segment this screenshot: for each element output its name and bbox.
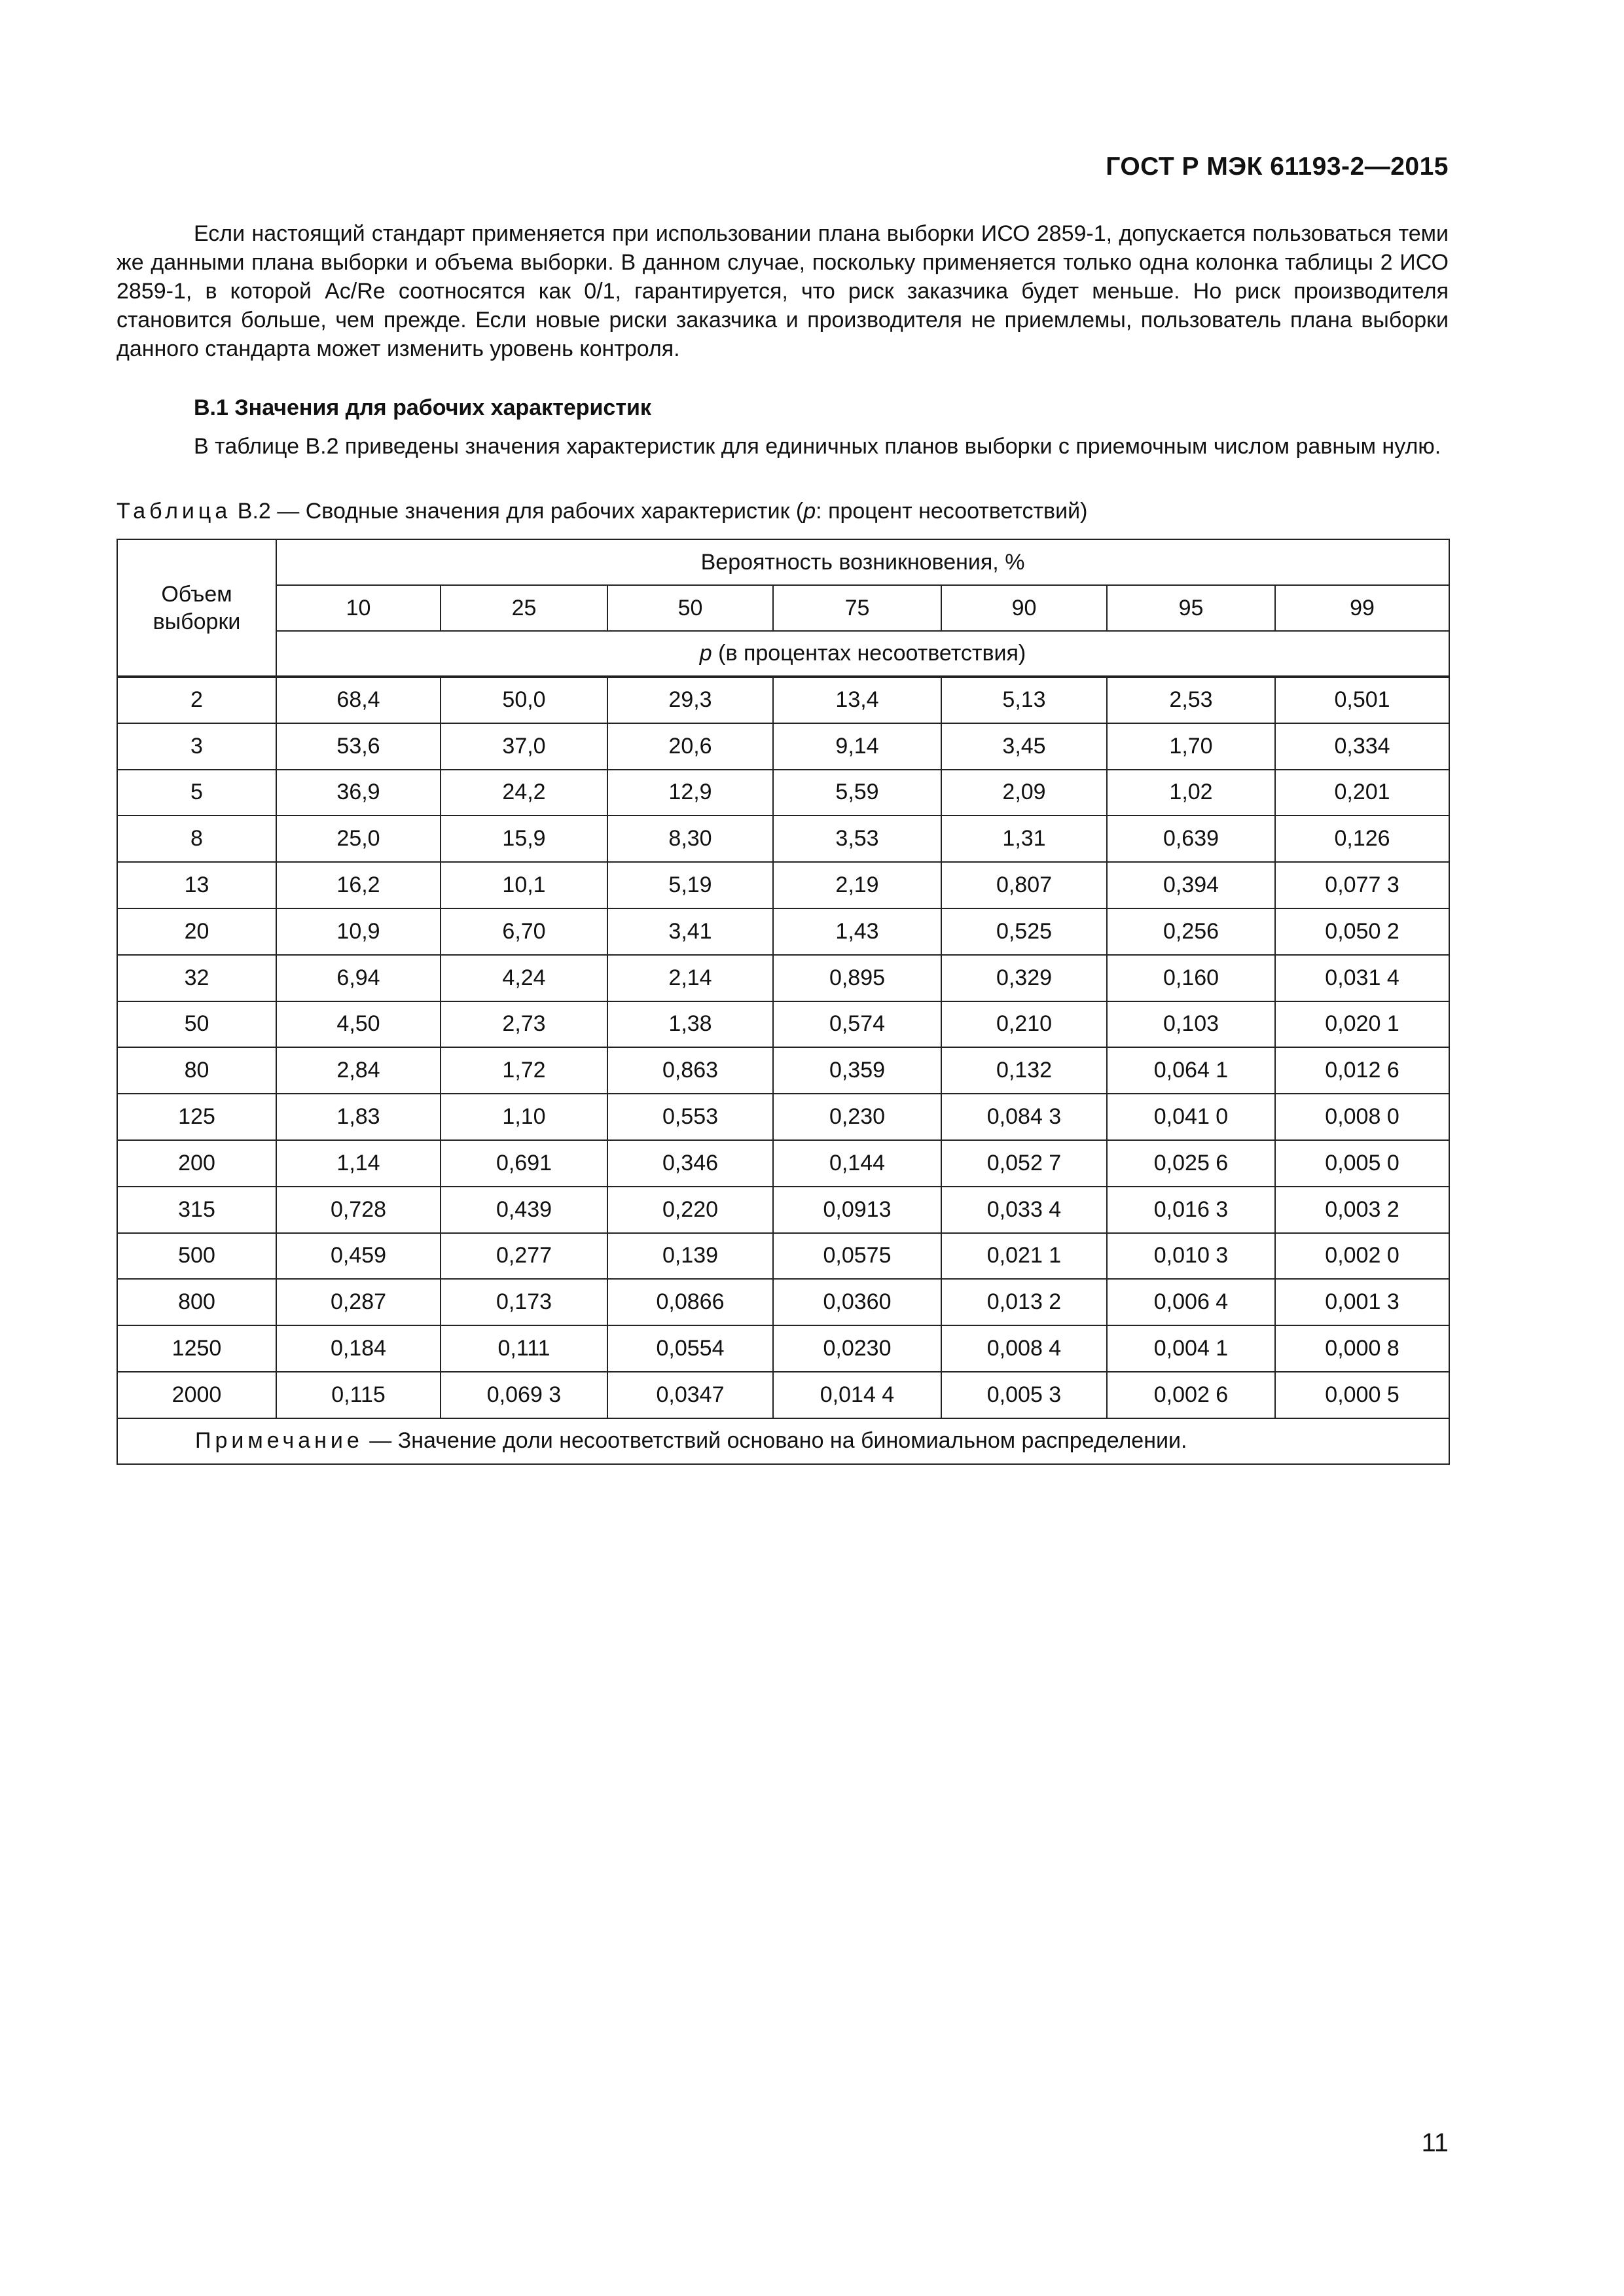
table-cell: 6,70: [441, 908, 607, 955]
table-cell: 20,6: [607, 723, 773, 770]
document-id-header: ГОСТ Р МЭК 61193-2—2015: [1106, 152, 1449, 181]
table-cell: 0,005 3: [941, 1372, 1107, 1418]
table-cell: 0,004 1: [1107, 1325, 1275, 1372]
table-row: [117, 955, 1449, 1001]
table-cell: 0,041 0: [1107, 1094, 1275, 1140]
table-cell: 0,144: [773, 1140, 941, 1187]
table-cell: 0,895: [773, 955, 941, 1001]
table-cell: 0,0347: [607, 1372, 773, 1418]
table-cell: 0,220: [607, 1187, 773, 1233]
table-cell: 29,3: [607, 677, 773, 723]
table-cell: 0,006 4: [1107, 1279, 1275, 1325]
sample-size-cell: 800: [117, 1279, 276, 1325]
table-cell: 0,0913: [773, 1187, 941, 1233]
table-caption-number: В.2: [237, 499, 271, 524]
table-cell: 0,000 5: [1275, 1372, 1449, 1418]
table-cell: 0,201: [1275, 770, 1449, 816]
table-cell: 4,50: [276, 1001, 441, 1048]
table-cell: 0,005 0: [1275, 1140, 1449, 1187]
table-caption-text-before: — Сводные значения для рабочих характеристик (: [277, 499, 804, 524]
table-cell: 0,0554: [607, 1325, 773, 1372]
table-caption-label: Таблица: [117, 499, 232, 524]
table-cell: 10,1: [441, 862, 607, 908]
table-row: [117, 1047, 1449, 1094]
table-cell: 2,84: [276, 1047, 441, 1094]
table-cell: 0,863: [607, 1047, 773, 1094]
table-row: [117, 723, 1449, 770]
probability-header-cell: 95: [1107, 585, 1275, 631]
table-row: [117, 862, 1449, 908]
table-cell: 0,184: [276, 1325, 441, 1372]
table-cell: 36,9: [276, 770, 441, 816]
probability-header-cell: 99: [1275, 585, 1449, 631]
table-cell: 0,0360: [773, 1279, 941, 1325]
table-cell: 10,9: [276, 908, 441, 955]
table-cell: 0,002 6: [1107, 1372, 1275, 1418]
table-row: [117, 908, 1449, 955]
table-cell: 0,013 2: [941, 1279, 1107, 1325]
probability-header-cell: 75: [773, 585, 941, 631]
table-cell: 6,94: [276, 955, 441, 1001]
oc-summary-table: [117, 539, 1450, 1465]
table-cell: 68,4: [276, 677, 441, 723]
table-cell: 0,132: [941, 1047, 1107, 1094]
table-header-row-1: [117, 539, 1449, 585]
table-row: [117, 1140, 1449, 1187]
section-heading: В.1 Значения для рабочих характеристик: [194, 395, 651, 420]
table-body: [117, 677, 1449, 1418]
table-cell: 2,14: [607, 955, 773, 1001]
table-cell: 0,807: [941, 862, 1107, 908]
table-cell: 3,41: [607, 908, 773, 955]
table-cell: 0,277: [441, 1233, 607, 1280]
sample-size-cell: 8: [117, 816, 276, 862]
table-cell: 1,43: [773, 908, 941, 955]
table-row: [117, 770, 1449, 816]
sample-size-cell: 315: [117, 1187, 276, 1233]
table-header-row-2: [117, 585, 1449, 631]
table-cell: 5,59: [773, 770, 941, 816]
table-cell: 4,24: [441, 955, 607, 1001]
table-cell: 0,111: [441, 1325, 607, 1372]
table-row: [117, 1233, 1449, 1280]
table-cell: 0,728: [276, 1187, 441, 1233]
table-cell: 0,160: [1107, 955, 1275, 1001]
table-cell: 13,4: [773, 677, 941, 723]
sample-size-cell: 20: [117, 908, 276, 955]
sample-size-cell: 500: [117, 1233, 276, 1280]
table-cell: 1,02: [1107, 770, 1275, 816]
table-cell: 0,139: [607, 1233, 773, 1280]
sample-size-cell: 5: [117, 770, 276, 816]
table-cell: 2,53: [1107, 677, 1275, 723]
table-row: [117, 1325, 1449, 1372]
table-row: [117, 1001, 1449, 1048]
table-row: [117, 1094, 1449, 1140]
table-cell: 0,115: [276, 1372, 441, 1418]
table-cell: 3,53: [773, 816, 941, 862]
table-cell: 0,639: [1107, 816, 1275, 862]
table-cell: 0,0230: [773, 1325, 941, 1372]
table-cell: 0,459: [276, 1233, 441, 1280]
table-row: [117, 816, 1449, 862]
table-cell: 0,691: [441, 1140, 607, 1187]
intro-paragraph: Если настоящий стандарт применяется при использовании плана выборки ИСО 2859-1, допускается пользоваться теми же данными плана выборки и объема выборки. В данном случае, поскольку применяется только одна колонка таблицы 2 ИСО 2859-1, в которой Ac/Re соотносятся как 0/1, гарантируется, что риск заказчика будет меньше. Но риск производителя становится больше, чем прежде. Если новые риски заказчика и производителя не приемлемы, пользователь плана выборки данного стандарта может изменить уровень контроля.: [117, 221, 1449, 361]
table-cell: 2,73: [441, 1001, 607, 1048]
table-cell: 50,0: [441, 677, 607, 723]
table-cell: 1,14: [276, 1140, 441, 1187]
sample-size-cell: 2000: [117, 1372, 276, 1418]
unit-header-text: (в процентах несоответствия): [712, 641, 1026, 666]
table-cell: 0,050 2: [1275, 908, 1449, 955]
table-cell: 16,2: [276, 862, 441, 908]
table-cell: 0,553: [607, 1094, 773, 1140]
table-cell: 1,72: [441, 1047, 607, 1094]
sample-size-cell: 3: [117, 723, 276, 770]
table-cell: 25,0: [276, 816, 441, 862]
table-cell: 0,0575: [773, 1233, 941, 1280]
probability-header-cell: 25: [441, 585, 607, 631]
unit-header: [276, 631, 1449, 677]
table-cell: 0,439: [441, 1187, 607, 1233]
table-cell: 0,329: [941, 955, 1107, 1001]
table-cell: 0,077 3: [1275, 862, 1449, 908]
table-caption-text-after: : процент несоответствий): [816, 499, 1088, 524]
table-cell: 0,012 6: [1275, 1047, 1449, 1094]
table-cell: 0,064 1: [1107, 1047, 1275, 1094]
table-cell: 0,001 3: [1275, 1279, 1449, 1325]
table-cell: 5,19: [607, 862, 773, 908]
table-cell: 0,003 2: [1275, 1187, 1449, 1233]
table-cell: 0,103: [1107, 1001, 1275, 1048]
table-cell: 2,09: [941, 770, 1107, 816]
table-cell: 0,031 4: [1275, 955, 1449, 1001]
table-cell: 0,025 6: [1107, 1140, 1275, 1187]
sample-size-header: Объем выборки: [117, 539, 276, 677]
probability-header-cell: 90: [941, 585, 1107, 631]
table-cell: 0,069 3: [441, 1372, 607, 1418]
table-cell: 0,016 3: [1107, 1187, 1275, 1233]
table-cell: 37,0: [441, 723, 607, 770]
page-number: 11: [1421, 2128, 1449, 2157]
sample-size-cell: 2: [117, 677, 276, 723]
sample-size-cell: 125: [117, 1094, 276, 1140]
table-cell: 0,394: [1107, 862, 1275, 908]
table-cell: 9,14: [773, 723, 941, 770]
table-cell: 0,002 0: [1275, 1233, 1449, 1280]
table-cell: 0,230: [773, 1094, 941, 1140]
table-cell: 0,008 4: [941, 1325, 1107, 1372]
table-cell: 0,033 4: [941, 1187, 1107, 1233]
table-cell: 2,19: [773, 862, 941, 908]
table-header-row-3: [117, 631, 1449, 677]
table-note-row: [117, 1418, 1449, 1464]
table-cell: 0,008 0: [1275, 1094, 1449, 1140]
table-cell: 0,256: [1107, 908, 1275, 955]
table-note-label: Примечание: [195, 1428, 363, 1454]
table-cell: 0,021 1: [941, 1233, 1107, 1280]
table-cell: 0,525: [941, 908, 1107, 955]
table-cell: 0,359: [773, 1047, 941, 1094]
table-cell: 0,020 1: [1275, 1001, 1449, 1048]
table-cell: 1,31: [941, 816, 1107, 862]
table-cell: 3,45: [941, 723, 1107, 770]
table-row: [117, 677, 1449, 723]
section-paragraph: В таблице В.2 приведены значения характеристик для единичных планов выборки с приемочным числом равным нулю.: [194, 434, 1441, 459]
table-cell: 1,10: [441, 1094, 607, 1140]
table-cell: 0,014 4: [773, 1372, 941, 1418]
table-cell: 24,2: [441, 770, 607, 816]
sample-size-cell: 80: [117, 1047, 276, 1094]
table-note: [117, 1418, 1449, 1464]
sample-size-cell: 50: [117, 1001, 276, 1048]
table-row: [117, 1372, 1449, 1418]
table-note-text: — Значение доли несоответствий основано на биномиальном распределении.: [363, 1428, 1187, 1454]
table-row: [117, 1187, 1449, 1233]
table-cell: 0,173: [441, 1279, 607, 1325]
table-cell: 1,83: [276, 1094, 441, 1140]
table-cell: 0,052 7: [941, 1140, 1107, 1187]
table-row: [117, 1279, 1449, 1325]
sample-size-cell: 200: [117, 1140, 276, 1187]
table-cell: 1,70: [1107, 723, 1275, 770]
table-cell: 0,084 3: [941, 1094, 1107, 1140]
table-cell: 0,000 8: [1275, 1325, 1449, 1372]
table-cell: 0,334: [1275, 723, 1449, 770]
table-cell: 0,126: [1275, 816, 1449, 862]
table-cell: 15,9: [441, 816, 607, 862]
table-cell: 0,501: [1275, 677, 1449, 723]
sample-size-cell: 1250: [117, 1325, 276, 1372]
table-caption-italic: p: [803, 499, 816, 524]
sample-size-cell: 32: [117, 955, 276, 1001]
probability-group-header: Вероятность возникновения, %: [276, 539, 1449, 585]
unit-header-italic: p: [699, 641, 712, 666]
table-cell: 0,574: [773, 1001, 941, 1048]
table-cell: 12,9: [607, 770, 773, 816]
probability-header-cell: 50: [607, 585, 773, 631]
table-cell: 0,0866: [607, 1279, 773, 1325]
table-cell: 0,287: [276, 1279, 441, 1325]
table-cell: 8,30: [607, 816, 773, 862]
table-cell: 1,38: [607, 1001, 773, 1048]
table-cell: 0,346: [607, 1140, 773, 1187]
table-cell: 5,13: [941, 677, 1107, 723]
table-cell: 0,210: [941, 1001, 1107, 1048]
probability-header-cell: 10: [276, 585, 441, 631]
sample-size-cell: 13: [117, 862, 276, 908]
table-cell: 53,6: [276, 723, 441, 770]
table-caption: [117, 499, 1087, 524]
table-cell: 0,010 3: [1107, 1233, 1275, 1280]
